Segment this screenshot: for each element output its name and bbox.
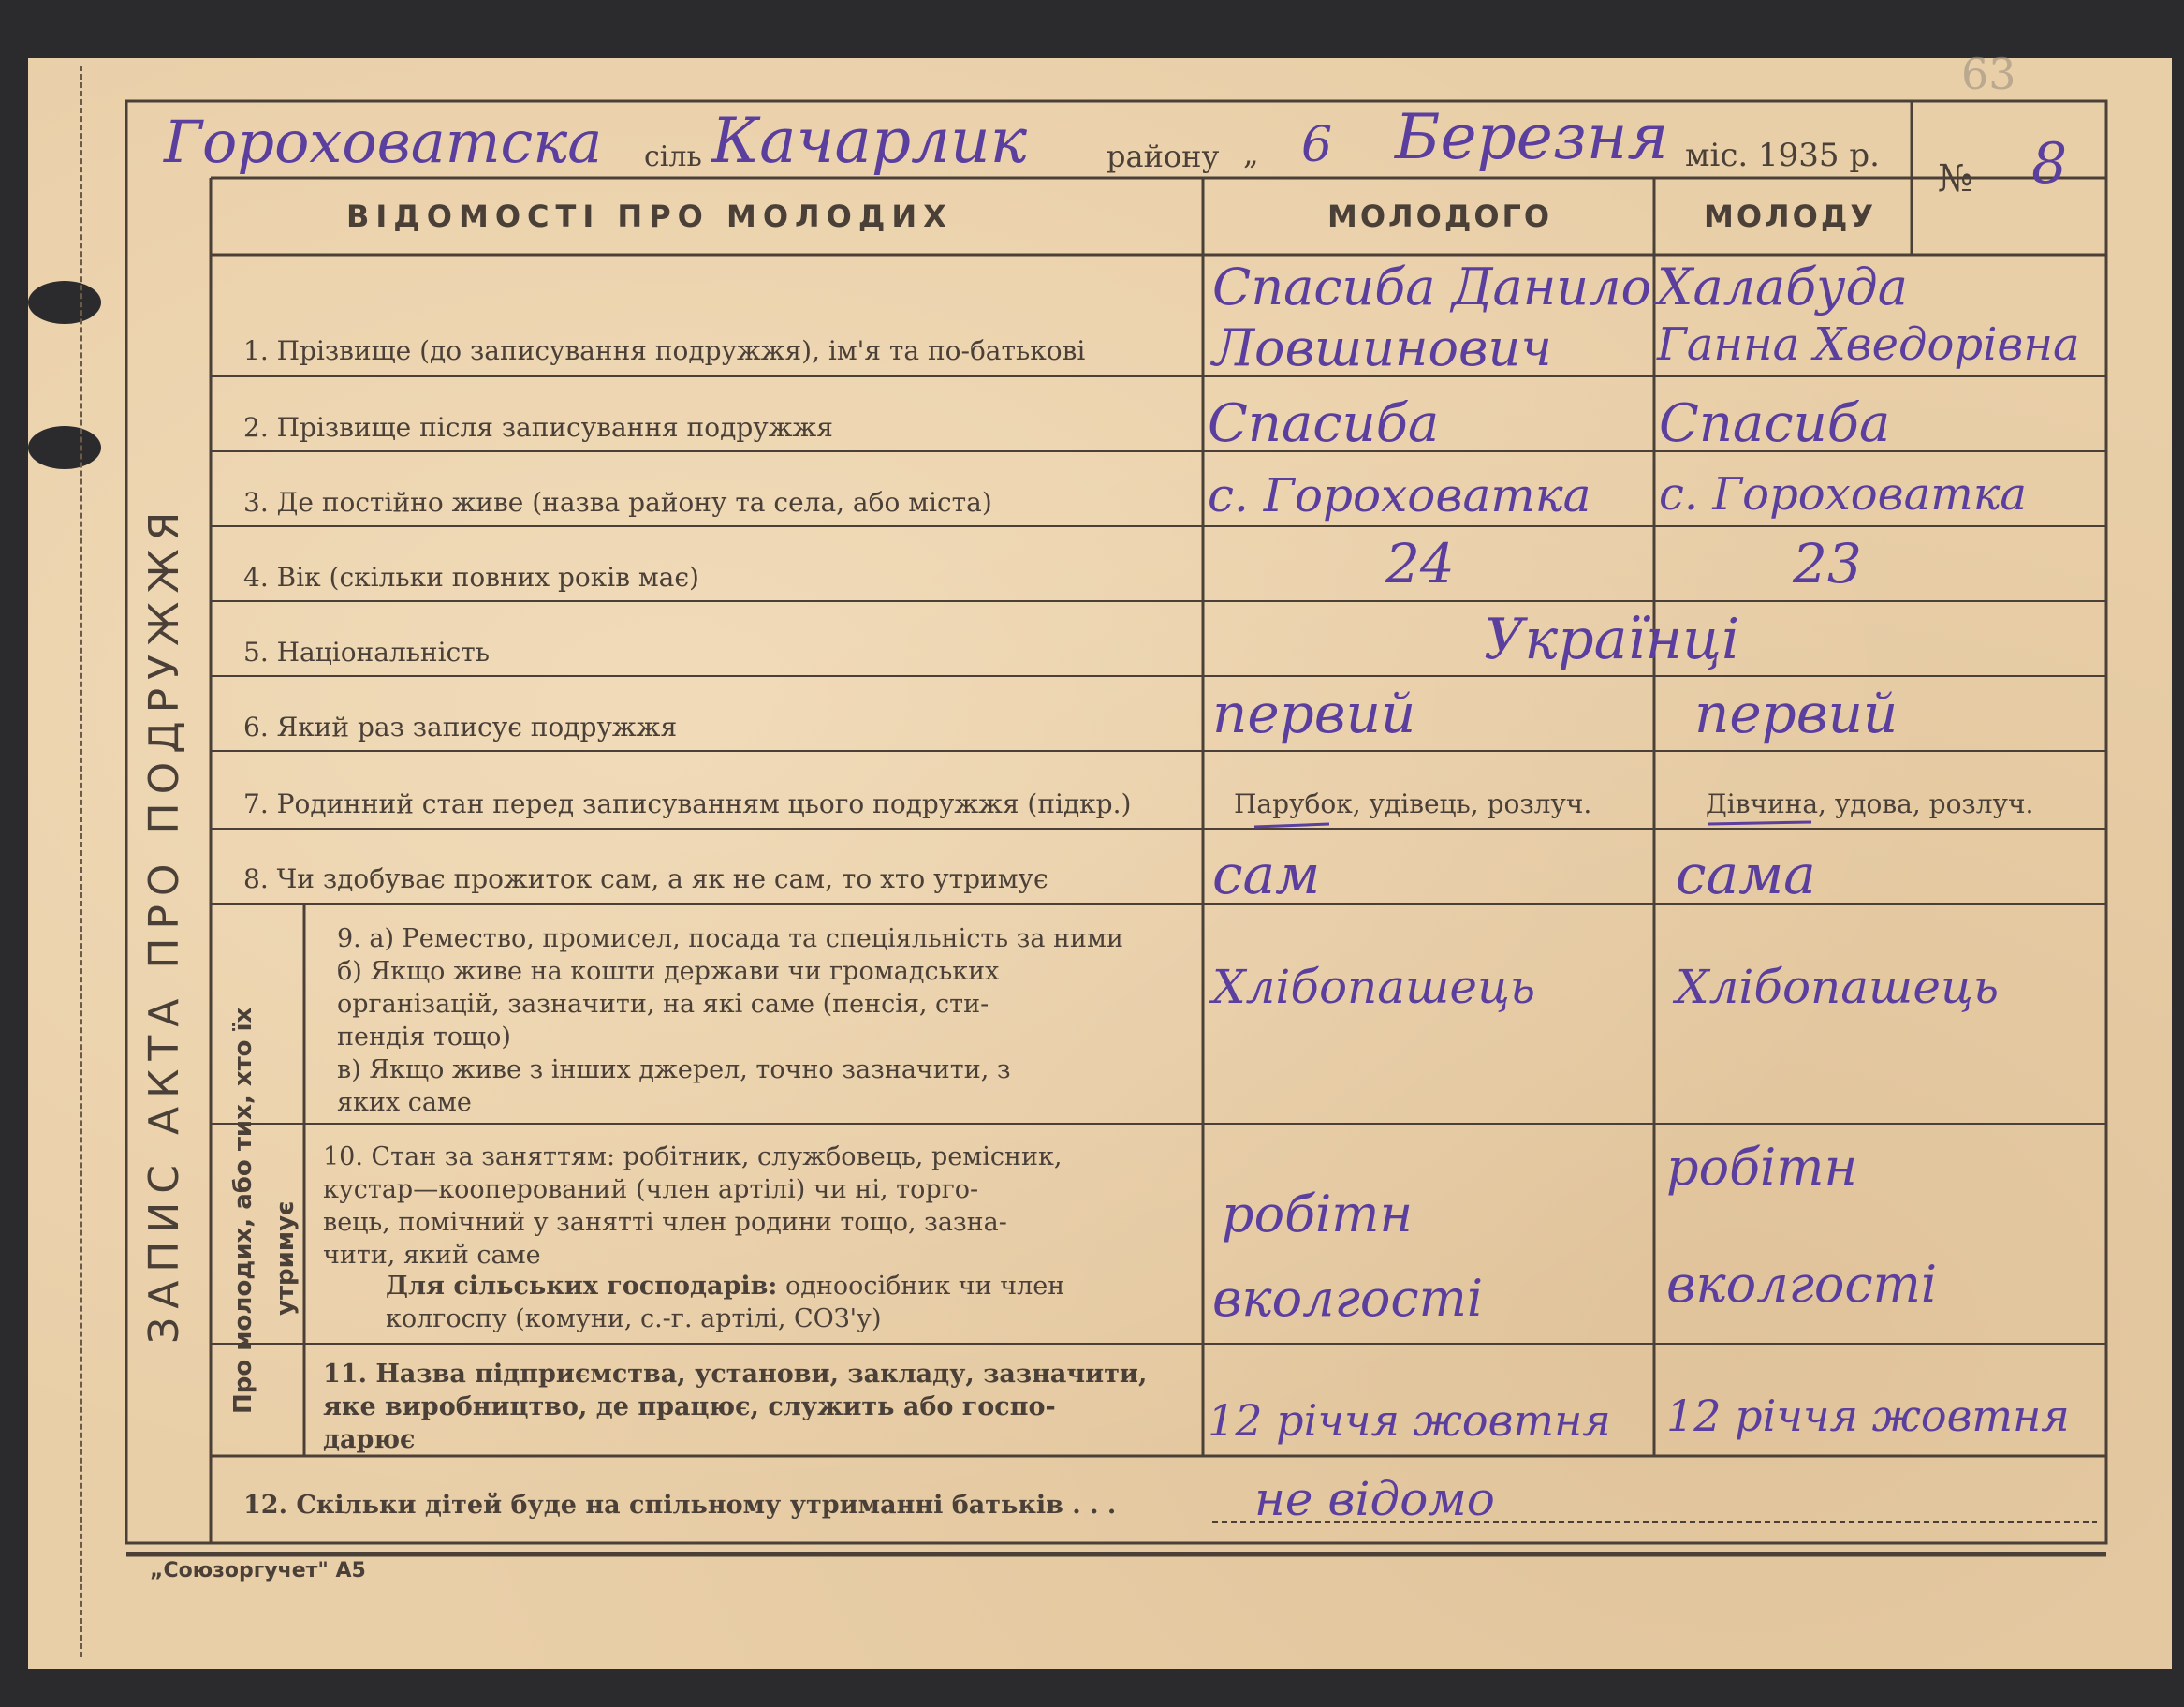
- bride-surname-after: Спасиба: [1659, 393, 1891, 454]
- row-3-label: 3. Де постійно живе (назва району та села, або міста): [243, 487, 992, 518]
- bride-name-line1: Халабуда: [1657, 258, 1908, 316]
- column-header-info: ВІДОМОСТІ ПРО МОЛОДИХ: [346, 199, 953, 234]
- children-count: не відомо: [1254, 1472, 1495, 1526]
- groom-occupation: Хлібопашець: [1212, 960, 1536, 1014]
- row-6-label: 6. Який раз записує подружжя: [243, 712, 678, 743]
- bride-occupation: Хлібопашець: [1676, 960, 2000, 1014]
- row-11-label: 11. Назва підприємства, установи, закладу, зазначити, яке виробництво, де працює, служить або госпо- дарює: [323, 1360, 1148, 1454]
- number-label: №: [1938, 157, 1973, 200]
- row-9-label: 9. а) Ремество, промисел, посада та спеціяльність за ними б) Якщо живе на кошти держави чи громадських організацій, зазначити, на які саме (пенсія, сти- пендія тощо) в) Якщо живе з інших джерел, точно зазначити, з яких саме: [337, 924, 1124, 1117]
- bride-name-line2: Ганна Хведорівна: [1657, 318, 2080, 371]
- groom-age: 24: [1385, 532, 1455, 596]
- day-handwritten: 6: [1301, 117, 1333, 173]
- number-handwritten: 8: [2031, 131, 2068, 197]
- column-header-bride: МОЛОДУ: [1704, 199, 1876, 234]
- group-label-2: утримує: [271, 1200, 300, 1316]
- row-5-label: 5. Національність: [243, 637, 490, 668]
- groom-name-line1: Спасиба Данило: [1212, 258, 1651, 316]
- groom-status-options: Парубок, удівець, розлуч.: [1234, 788, 1592, 819]
- row-7-label: 7. Родинний стан перед записуванням цього подружжя (підкр.): [243, 788, 1132, 819]
- row-10-label-bold: Для сільських господарів:: [386, 1272, 778, 1301]
- groom-status-line2: вколгості: [1212, 1269, 1484, 1328]
- row-10-label-line5: [386, 1272, 1064, 1301]
- groom-surname-after: Спасиба: [1208, 393, 1440, 454]
- bride-status-options: Дівчина, удова, розлуч.: [1706, 788, 2034, 819]
- pencil-note: 63: [1961, 49, 2016, 99]
- group-label-1: Про молодих, або тих, хто їх: [229, 1007, 257, 1414]
- bride-income: сама: [1676, 843, 1816, 906]
- row-10-label-tail: одноосібник чи член: [777, 1272, 1065, 1301]
- bride-status-line1: робітн: [1666, 1138, 1858, 1197]
- printer-imprint: „Союзоргучет" А5: [150, 1559, 366, 1582]
- nationality-shared: Українці: [1484, 607, 1740, 672]
- column-header-groom: МОЛОДОГО: [1327, 199, 1553, 234]
- groom-residence: с. Гороховатка: [1208, 468, 1591, 522]
- day-quote: „: [1243, 136, 1259, 171]
- month-suffix: міс. 1935 р.: [1685, 137, 1880, 174]
- row-8-label: 8. Чи здобуває прожиток сам, а як не сам, то хто утримує: [243, 863, 1048, 894]
- bride-residence: с. Гороховатка: [1659, 468, 2028, 521]
- bride-marriage-count: первий: [1694, 682, 1898, 745]
- groom-status-line1: робітн: [1222, 1185, 1414, 1243]
- row-2-label: 2. Прізвище після записування подружжя: [243, 412, 833, 443]
- row-12-label: 12. Скільки дітей буде на спільному утриманні батьків . . .: [243, 1491, 1117, 1520]
- row-10-label-end: колгоспу (комуни, с.-г. артілі, СОЗ'у): [386, 1304, 882, 1333]
- groom-marriage-count: первий: [1212, 682, 1416, 745]
- district-handwritten: Качарлик: [711, 105, 1028, 177]
- groom-workplace: 12 річчя жовтня: [1208, 1395, 1611, 1446]
- month-handwritten: Березня: [1395, 101, 1669, 173]
- side-title: ЗАПИС АКТА ПРО ПОДРУЖЖЯ: [140, 503, 188, 1344]
- bride-age: 23: [1793, 532, 1862, 596]
- village-suffix: сіль: [644, 140, 702, 173]
- groom-name-line2: Ловшинович: [1212, 318, 1552, 377]
- bride-status-line2: вколгості: [1666, 1255, 1938, 1314]
- row-10-label: 10. Стан за заняттям: робітник, службовець, ремісник, кустар—кооперований (член артілі) чи ні, торго- вець, помічний у занятті член родини тощо, зазна- чити, який саме: [323, 1142, 1063, 1270]
- bride-workplace: 12 річчя жовтня: [1666, 1391, 2070, 1441]
- row-1-label: 1. Прізвище (до записування подружжя), ім'я та по-батькові: [243, 335, 1086, 366]
- village-handwritten: Гороховатска: [164, 108, 603, 176]
- groom-income: сам: [1212, 843, 1321, 906]
- row-4-label: 4. Вік (скільки повних років має): [243, 562, 699, 593]
- district-suffix: району: [1107, 139, 1220, 174]
